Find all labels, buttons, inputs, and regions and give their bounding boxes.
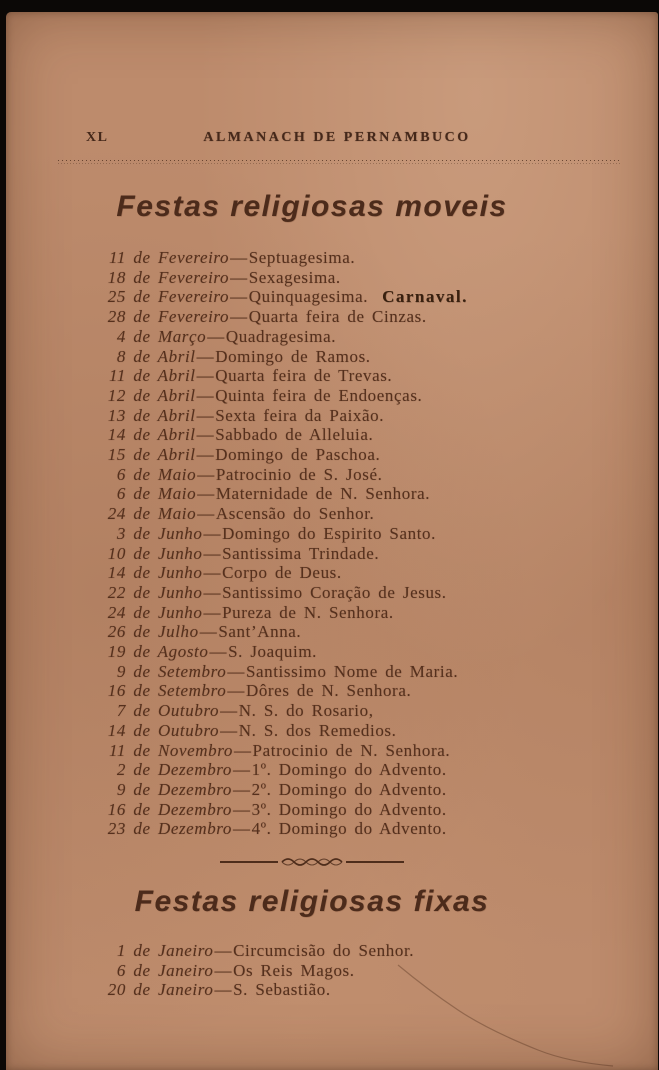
entry-dash: — xyxy=(233,779,251,799)
entry-event: Domingo do Espirito Santo. xyxy=(222,523,436,543)
paper xyxy=(6,12,658,1070)
entry-dash: — xyxy=(214,941,233,960)
festival-entry xyxy=(102,327,648,347)
entry-event: Dôres de N. Senhora. xyxy=(245,681,412,701)
festival-entry xyxy=(102,406,648,426)
section-title-fixas: Festas religiosas fixas xyxy=(134,885,490,918)
entry-date: 24 de Maio xyxy=(107,504,197,524)
entry-event: 1º. Domingo do Advento. xyxy=(251,760,447,780)
festival-entry xyxy=(102,681,648,701)
header-rule xyxy=(58,160,622,164)
entry-dash: — xyxy=(197,484,215,504)
entry-event: Sabbado de Alleluia. xyxy=(215,425,374,445)
entry-date: 11 de Abril xyxy=(109,366,196,386)
festival-entry xyxy=(102,622,648,642)
entry-event: N. S. dos Remedios. xyxy=(238,720,397,740)
entry-event: 2º. Domingo do Advento. xyxy=(251,779,447,799)
entry-event: Ascensão do Senhor. xyxy=(215,504,375,524)
festival-entry xyxy=(102,445,648,465)
festival-entry xyxy=(102,248,648,268)
entry-dash: — xyxy=(196,366,215,386)
festival-entry xyxy=(102,800,648,820)
festival-entry xyxy=(102,819,648,839)
entry-event: Sexagesima. xyxy=(248,267,341,287)
festival-entry xyxy=(102,662,648,682)
entry-event: Santissimo Coração de Jesus. xyxy=(222,582,447,602)
entry-event: Sant’Anna. xyxy=(218,622,302,642)
entry-date: 23 de Dezembro xyxy=(107,819,232,839)
entry-dash: — xyxy=(233,760,251,780)
entry-event: Maternidade de N. Senhora. xyxy=(215,484,431,504)
festival-entry xyxy=(102,366,648,386)
festival-entry xyxy=(102,504,648,524)
entry-date: 6 de Maio xyxy=(116,464,197,484)
entry-dash: — xyxy=(203,543,222,563)
festival-entry xyxy=(102,544,648,564)
entry-date: 26 de Julho xyxy=(107,622,199,642)
entry-event: Domingo de Paschoa. xyxy=(215,445,381,465)
entry-dash: — xyxy=(196,346,215,366)
festival-entry xyxy=(102,347,648,367)
festival-entry xyxy=(102,563,648,583)
entry-event: Patrocinio de N. Senhora. xyxy=(252,740,451,760)
entry-date: 25 de Fevereiro xyxy=(107,287,230,307)
festival-entry xyxy=(102,386,648,406)
festival-entry xyxy=(102,721,648,741)
divider-line-right xyxy=(346,861,404,863)
entry-date: 14 de Outubro xyxy=(107,720,220,740)
entry-date: 11 de Novembro xyxy=(109,740,233,760)
festival-entry xyxy=(102,307,648,327)
entry-dash: — xyxy=(196,425,215,445)
entry-dash: — xyxy=(227,681,245,701)
entry-date: 28 de Fevereiro xyxy=(107,307,230,327)
entry-date: 9 de Setembro xyxy=(116,661,227,681)
entry-date: 15 de Abril xyxy=(107,445,196,465)
entry-dash: — xyxy=(233,740,252,760)
page-number: XL xyxy=(86,130,109,145)
entry-event: Quinquagesima. xyxy=(248,287,369,307)
entry-dash: — xyxy=(203,563,222,583)
entry-event: Santissimo Nome de Maria. xyxy=(245,661,459,681)
festival-entry xyxy=(102,268,648,288)
entry-event: Quarta feira de Trevas. xyxy=(215,366,393,386)
section-divider xyxy=(6,855,618,869)
entry-date: 3 de Junho xyxy=(116,523,203,543)
entry-dash: — xyxy=(230,267,248,287)
entry-date: 7 de Outubro xyxy=(116,701,220,721)
festival-entry xyxy=(102,465,648,485)
entry-date: 2 de Dezembro xyxy=(116,760,232,780)
entry-date: 14 de Junho xyxy=(107,563,203,583)
entry-event: Corpo de Deus. xyxy=(222,563,342,583)
entry-dash: — xyxy=(214,980,233,1000)
entry-date: 16 de Dezembro xyxy=(107,799,232,819)
entry-date: 12 de Abril xyxy=(107,385,196,405)
entry-highlight: Carnaval. xyxy=(382,287,468,307)
entry-event: Os Reis Magos. xyxy=(233,960,355,980)
entry-dash: — xyxy=(196,405,215,425)
entry-date: 14 de Abril xyxy=(107,425,196,445)
entry-date: 20 de Janeiro xyxy=(107,980,214,1000)
entry-date: 11 de Fevereiro xyxy=(109,248,230,267)
entry-date: 4 de Março xyxy=(116,326,207,346)
entry-dash: — xyxy=(220,720,238,740)
running-title: ALMANACH DE PERNAMBUCO xyxy=(203,130,471,145)
entry-event: Quadragesima. xyxy=(225,326,337,346)
entry-dash: — xyxy=(197,504,215,524)
entry-dash: — xyxy=(227,661,245,681)
entry-dash: — xyxy=(196,445,215,465)
festival-entry xyxy=(102,603,648,623)
festival-entry xyxy=(102,961,648,981)
entry-dash: — xyxy=(203,582,222,602)
entry-dash: — xyxy=(207,326,225,346)
entry-event: 3º. Domingo do Advento. xyxy=(251,799,447,819)
entry-date: 6 de Janeiro xyxy=(116,960,214,980)
entry-date: 6 de Maio xyxy=(116,484,197,504)
entry-date: 13 de Abril xyxy=(107,405,196,425)
entry-event: Septuagesima. xyxy=(248,248,356,267)
entry-date: 1 de Janeiro xyxy=(116,941,214,960)
divider-line-left xyxy=(220,861,278,863)
entry-dash: — xyxy=(230,287,248,307)
festival-entry xyxy=(102,287,648,307)
entry-dash: — xyxy=(203,523,222,543)
entry-date: 16 de Setembro xyxy=(107,681,227,701)
festival-entry xyxy=(102,701,648,721)
entry-date: 24 de Junho xyxy=(107,602,203,622)
festival-entry xyxy=(102,425,648,445)
entry-dash: — xyxy=(233,799,251,819)
entry-dash: — xyxy=(196,385,215,405)
entry-event: 4º. Domingo do Advento. xyxy=(251,819,447,839)
entry-date: 9 de Dezembro xyxy=(116,779,232,799)
entry-event: Sexta feira da Paixão. xyxy=(215,405,385,425)
festival-list-moveis xyxy=(102,248,648,839)
entry-event: Santissima Trindade. xyxy=(222,543,380,563)
entry-date: 8 de Abril xyxy=(116,346,196,366)
entry-date: 18 de Fevereiro xyxy=(107,267,230,287)
entry-event: N. S. do Rosario, xyxy=(238,701,374,721)
entry-dash: — xyxy=(230,307,248,327)
festival-entry xyxy=(102,760,648,780)
entry-dash: — xyxy=(197,464,215,484)
entry-dash: — xyxy=(233,819,251,839)
entry-event: Quarta feira de Cinzas. xyxy=(248,307,427,327)
festival-entry xyxy=(102,642,648,662)
entry-event: S. Joaquim. xyxy=(228,642,317,662)
entry-event: Quinta feira de Endoenças. xyxy=(215,385,423,405)
festival-entry xyxy=(102,524,648,544)
entry-dash: — xyxy=(230,248,248,267)
entry-date: 10 de Junho xyxy=(107,543,203,563)
entry-dash: — xyxy=(214,960,233,980)
entry-date: 19 de Agosto xyxy=(107,642,209,662)
entry-event: S. Sebastião. xyxy=(233,980,331,1000)
festival-entry xyxy=(102,583,648,603)
festival-entry xyxy=(102,741,648,761)
festival-list-fixas xyxy=(102,941,648,1000)
festival-entry xyxy=(102,484,648,504)
entry-dash: — xyxy=(220,701,238,721)
festival-entry xyxy=(102,941,648,961)
entry-event: Domingo de Ramos. xyxy=(215,346,371,366)
page-header xyxy=(64,130,610,150)
section-title-moveis: Festas religiosas moveis xyxy=(116,190,508,223)
entry-event: Patrocinio de S. José. xyxy=(215,464,383,484)
entry-event: Pureza de N. Senhora. xyxy=(222,602,394,622)
festival-entry xyxy=(102,980,648,1000)
entry-date: 22 de Junho xyxy=(107,582,203,602)
entry-dash: — xyxy=(209,642,228,662)
entry-dash: — xyxy=(199,622,218,642)
entry-dash: — xyxy=(203,602,222,622)
entry-event: Circumcisão do Senhor. xyxy=(233,941,415,960)
rope-knot-ornament xyxy=(280,855,344,869)
festival-entry xyxy=(102,780,648,800)
